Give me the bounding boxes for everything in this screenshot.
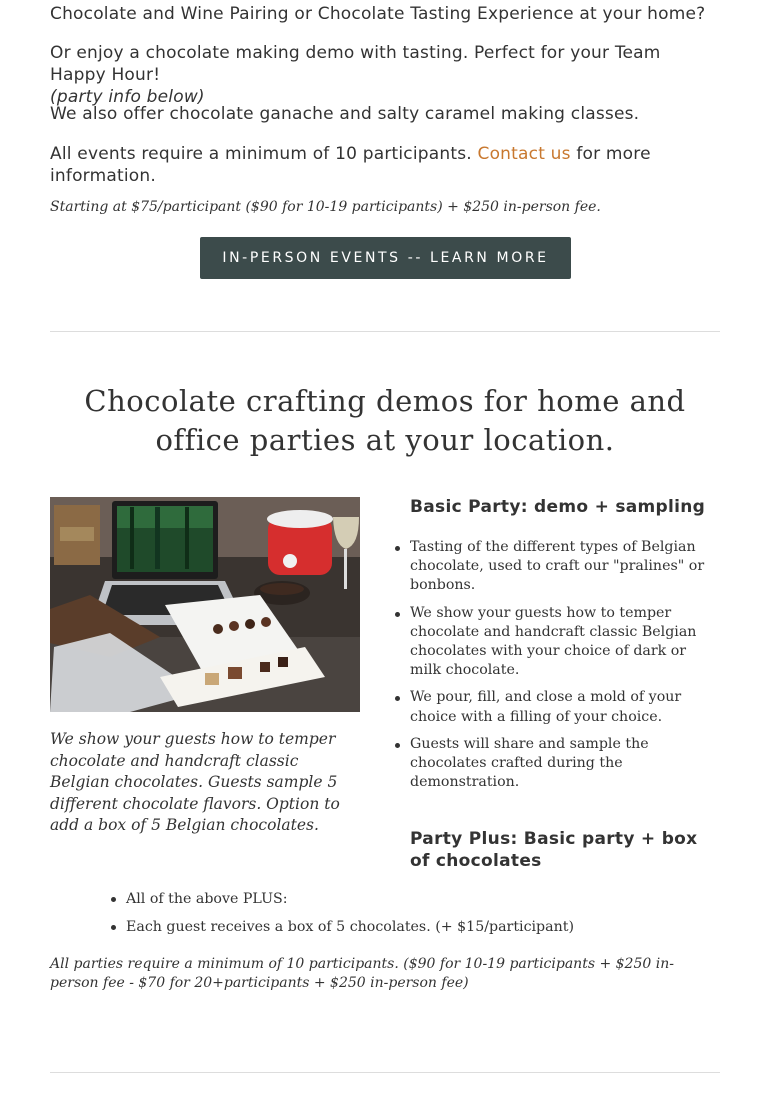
in-person-events-button[interactable]: IN-PERSON EVENTS -- LEARN MORE bbox=[200, 237, 571, 279]
list-item: We show your guests how to temper chocolate and handcraft classic Belgian chocolates with your choice of dark or milk chocolate. bbox=[410, 604, 720, 681]
section-divider-bottom bbox=[50, 1072, 720, 1073]
list-item: Tasting of the different types of Belgian chocolate, used to craft our "pralines" or bonbons. bbox=[410, 538, 720, 596]
party-plus-list bbox=[126, 889, 686, 945]
list-item: All of the above PLUS: bbox=[126, 889, 686, 909]
list-item: We pour, fill, and close a mold of your choice with a filling of your choice. bbox=[410, 688, 720, 726]
minimum-paragraph bbox=[50, 143, 720, 187]
party-footnote: All parties require a minimum of 10 participants. ($90 for 10-19 participants + $250 in-person fee - $70 for 20+participants + $250 in-person fee) bbox=[50, 956, 674, 991]
classes-paragraph: We also offer chocolate ganache and salty caramel making classes. bbox=[50, 104, 640, 124]
contact-us-link[interactable]: Contact us bbox=[477, 144, 571, 164]
chocolate-demo-photo bbox=[50, 497, 360, 712]
demo-paragraph bbox=[50, 42, 720, 108]
party-plus-title: Party Plus: Basic party + box of chocolates bbox=[410, 829, 698, 871]
list-item: Guests will share and sample the chocolates crafted during the demonstration. bbox=[410, 735, 720, 793]
minimum-text: All events require a minimum of 10 participants. bbox=[50, 144, 472, 164]
demo-caption: We show your guests how to temper chocolate and handcraft classic Belgian chocolates. Guests sample 5 different chocolate flavors. Option to add a box of 5 Belgian chocolates. bbox=[50, 730, 340, 834]
party-info-note: (party info below) bbox=[50, 87, 205, 107]
demo-text: Or enjoy a chocolate making demo with tasting. Perfect for your Team Happy Hour! bbox=[50, 43, 661, 85]
basic-party-list bbox=[410, 538, 720, 800]
minimum-suffix: for more information. bbox=[50, 144, 651, 186]
basic-party-title: Basic Party: demo + sampling bbox=[410, 497, 706, 517]
intro-line-top: Chocolate and Wine Pairing or Chocolate Tasting Experience at your home? bbox=[50, 4, 706, 24]
pricing-note: Starting at $75/participant ($90 for 10-19 participants) + $250 in-person fee. bbox=[50, 199, 601, 215]
section-divider bbox=[50, 331, 720, 332]
demos-heading: Chocolate crafting demos for home and office parties at your location. bbox=[84, 384, 686, 457]
list-item: Each guest receives a box of 5 chocolates. (+ $15/participant) bbox=[126, 917, 686, 937]
